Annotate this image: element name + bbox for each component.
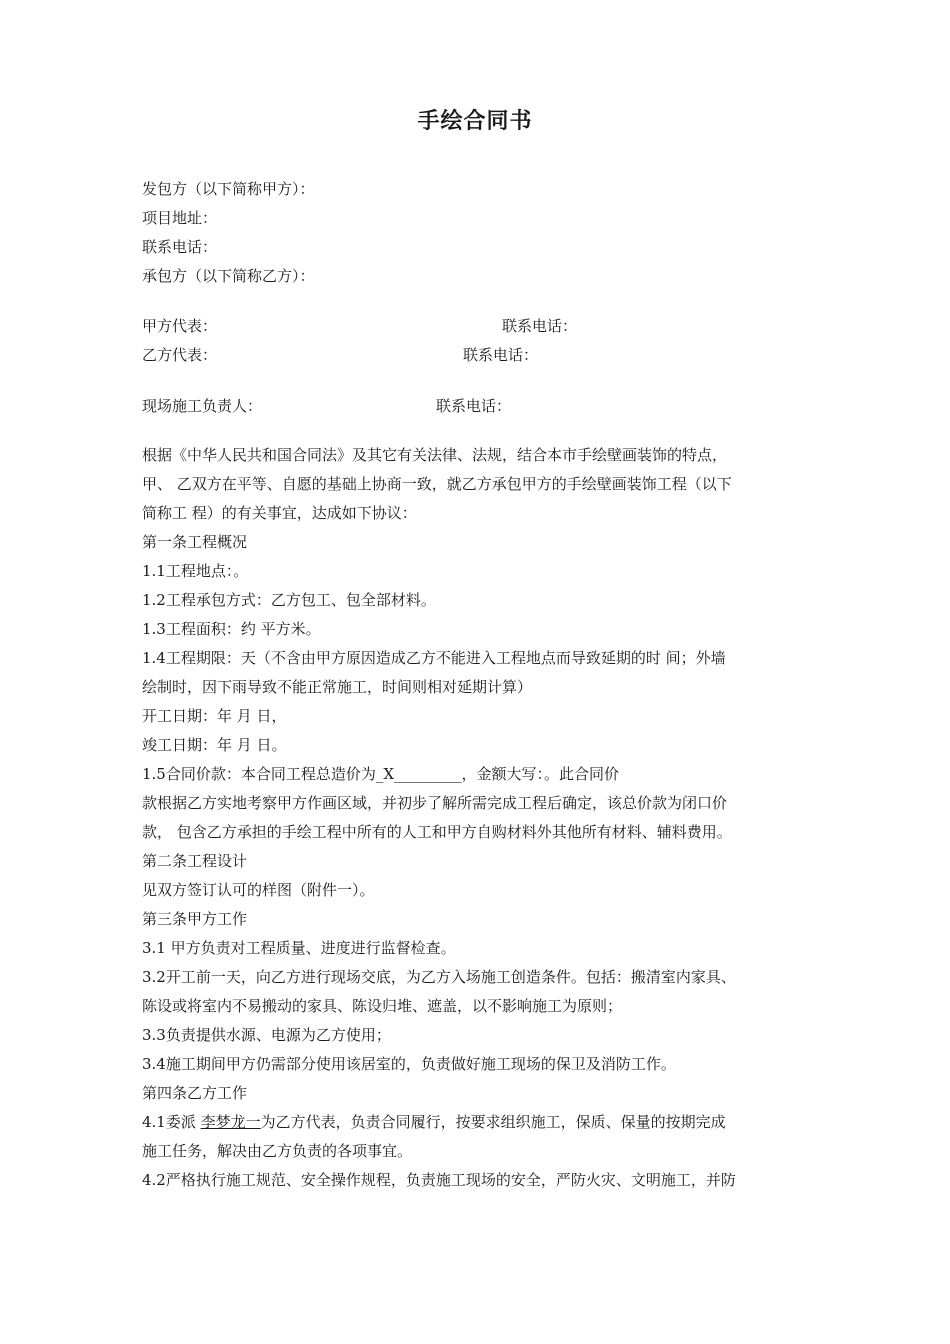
start-date-line: 开工日期：年 月 日，	[142, 707, 287, 725]
body-line: 甲、 乙双方在平等、自愿的基础上协商一致，就乙方承包甲方的手绘壁画装饰工程（以下	[142, 475, 732, 493]
party-a-rep-label: 甲方代表：	[142, 317, 218, 335]
clause-4-1-line	[142, 1112, 726, 1132]
site-phone-label: 联系电话：	[436, 397, 512, 415]
body-line: 简称工 程）的有关事宜，达成如下协议：	[142, 504, 417, 522]
party-a-rep-row	[142, 316, 802, 336]
address-line: 项目地址：	[142, 209, 218, 227]
clause-line: 3.4施工期间甲方仍需部分使用该居室的，负责做好施工现场的保卫及消防工作。	[142, 1055, 676, 1073]
phone-line: 联系电话：	[142, 238, 218, 256]
clause-line: 施工任务，解决由乙方负责的各项事宜。	[142, 1142, 413, 1160]
document-title: 手绘合同书	[417, 109, 533, 134]
representative-name: 李梦龙一	[200, 1113, 261, 1131]
clause-line: 3.3负责提供水源、电源为乙方使用；	[142, 1026, 391, 1044]
party-b-phone-label: 联系电话：	[463, 346, 539, 364]
clause-line: 3.1 甲方负责对工程质量、进度进行监督检查。	[142, 939, 456, 957]
clause-4-1-prefix: 4.1委派	[142, 1113, 201, 1131]
clause-line: 款， 包含乙方承担的手绘工程中所有的人工和甲方自购材料外其他所有材料、辅料费用。	[142, 823, 732, 841]
end-date-line: 竣工日期：年 月 日。	[142, 736, 287, 754]
clause-line: 款根据乙方实地考察甲方作画区域，并初步了解所需完成工程后确定，该总价款为闭口价	[142, 794, 728, 812]
clause-line: 1.1工程地点：。	[142, 562, 249, 580]
clause-line: 1.3工程面积：约 平方米。	[142, 620, 321, 638]
clause-line: 陈设或将室内不易搬动的家具、陈设归堆、遮盖，以不影响施工为原则；	[142, 997, 623, 1015]
clause-line: 4.2严格执行施工规范、安全操作规程，负责施工现场的安全，严防火灾、文明施工，并防	[142, 1171, 736, 1189]
section-heading: 第一条工程概况	[142, 533, 248, 551]
section-heading: 第三条甲方工作	[142, 910, 248, 928]
clause-line: 3.2开工前一天，向乙方进行现场交底，为乙方入场施工创造条件。包括：搬清室内家具、	[142, 968, 736, 986]
clause-line: 1.4工程期限：天（不含由甲方原因造成乙方不能进入工程地点而导致延期的时 间；外墙	[142, 649, 726, 667]
section-heading: 第二条工程设计	[142, 852, 248, 870]
clause-4-1-text: 为乙方代表，负责合同履行，按要求组织施工，保质、保量的按期完成	[260, 1113, 726, 1131]
party-b-rep-label: 乙方代表：	[142, 346, 218, 364]
body-line: 根据《中华人民共和国合同法》及其它有关法律、法规，结合本市手绘壁画装饰的特点，	[142, 446, 728, 464]
contractor-line: 承包方（以下简称乙方）：	[142, 267, 315, 285]
clause-line: 绘制时，因下雨导致不能正常施工，时间则相对延期计算）	[142, 678, 533, 696]
clause-line: 1.2工程承包方式：乙方包工、包全部材料。	[142, 591, 436, 609]
site-lead-row	[142, 396, 802, 416]
clause-line: 见双方签订认可的样图（附件一）。	[142, 881, 375, 899]
party-a-phone-label: 联系电话：	[502, 317, 578, 335]
section-heading: 第四条乙方工作	[142, 1084, 248, 1102]
employer-line: 发包方（以下简称甲方）：	[142, 180, 315, 198]
site-lead-label: 现场施工负责人：	[142, 397, 263, 415]
clause-line: 1.5合同价款：本合同工程总造价为_X_________，金额大写：。此合同价	[142, 765, 620, 783]
party-b-rep-row	[142, 345, 802, 365]
